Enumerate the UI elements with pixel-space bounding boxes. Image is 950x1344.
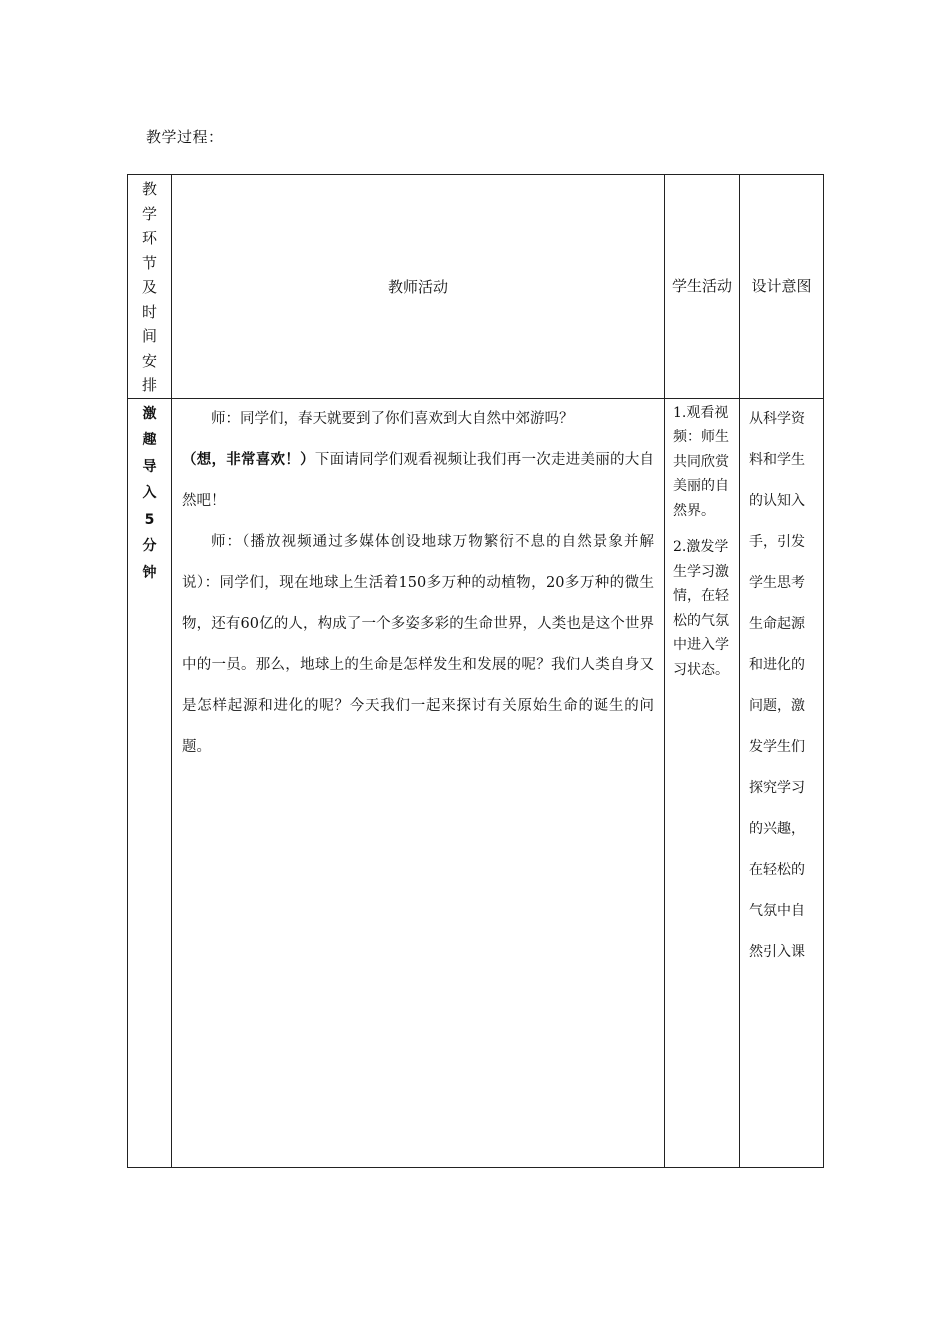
student-response-bold: （想，非常喜欢！）	[182, 451, 315, 468]
table-row	[128, 398, 824, 1167]
student-activity-cell	[665, 398, 740, 1167]
header-stage-char: 学	[141, 204, 157, 223]
header-stage-cell	[128, 175, 172, 399]
stage-char: 激	[142, 405, 157, 422]
header-stage-char: 时	[141, 302, 157, 321]
stage-char: 趣	[142, 432, 157, 448]
student-item-1: 1.观看视频：师生共同欣赏美丽的自然界。	[673, 404, 729, 519]
table-header-row	[128, 175, 824, 399]
stage-char: 分	[142, 538, 157, 554]
student-item-2: 2.激发学生学习激情，在轻松的气氛中进入学习状态。	[673, 539, 729, 678]
header-stage-char: 教	[141, 180, 157, 198]
header-design-cell: 设计意图	[740, 175, 824, 399]
stage-char: 入	[142, 485, 157, 501]
header-stage-char: 环	[141, 229, 157, 247]
header-stage-char: 及	[141, 278, 157, 296]
header-stage-char: 节	[141, 253, 157, 272]
teacher-activity-cell	[172, 398, 665, 1167]
header-student-cell: 学生活动	[665, 175, 740, 399]
header-stage-char: 安	[141, 351, 157, 370]
section-heading: 教学过程：	[146, 128, 224, 146]
design-intent-cell: 从科学资料和学生的认知入手，引发学生思考生命起源和进化的问题，激发学生们探究学习的兴趣，在轻松的 气氛中自然引入课	[740, 398, 824, 1167]
stage-cell	[128, 398, 172, 1167]
teacher-paragraph-1: 师：同学们，春天就要到了你们喜欢到大自然中郊游吗？ （想，非常喜欢！）下面请同学们观看视频让我们再一次走进美丽的大自然吧！	[182, 410, 655, 509]
header-stage-char: 间	[141, 327, 157, 345]
header-teacher-cell: 教师活动	[172, 175, 665, 399]
stage-char: 钟	[142, 564, 157, 581]
lesson-table	[127, 174, 824, 1168]
header-stage-char: 排	[141, 376, 157, 394]
stage-char: 5	[144, 511, 155, 528]
stage-char: 导	[142, 458, 157, 475]
teacher-paragraph-2: 师：（播放视频通过多媒体创设地球万物繁衍不息的自然景象并解说）：同学们，现在地球上生活着150多万种的动植物，20多万种的微生物，还有60亿的人，构成了一个多姿多彩的生命世界，人类也是这个世界中的一员。那么，地球上的生命是怎样发生和发展的呢？我们人类自身又是怎样起源和进化的呢？今天我们一起来探讨有关原始生命的诞生的问题。	[182, 533, 654, 755]
